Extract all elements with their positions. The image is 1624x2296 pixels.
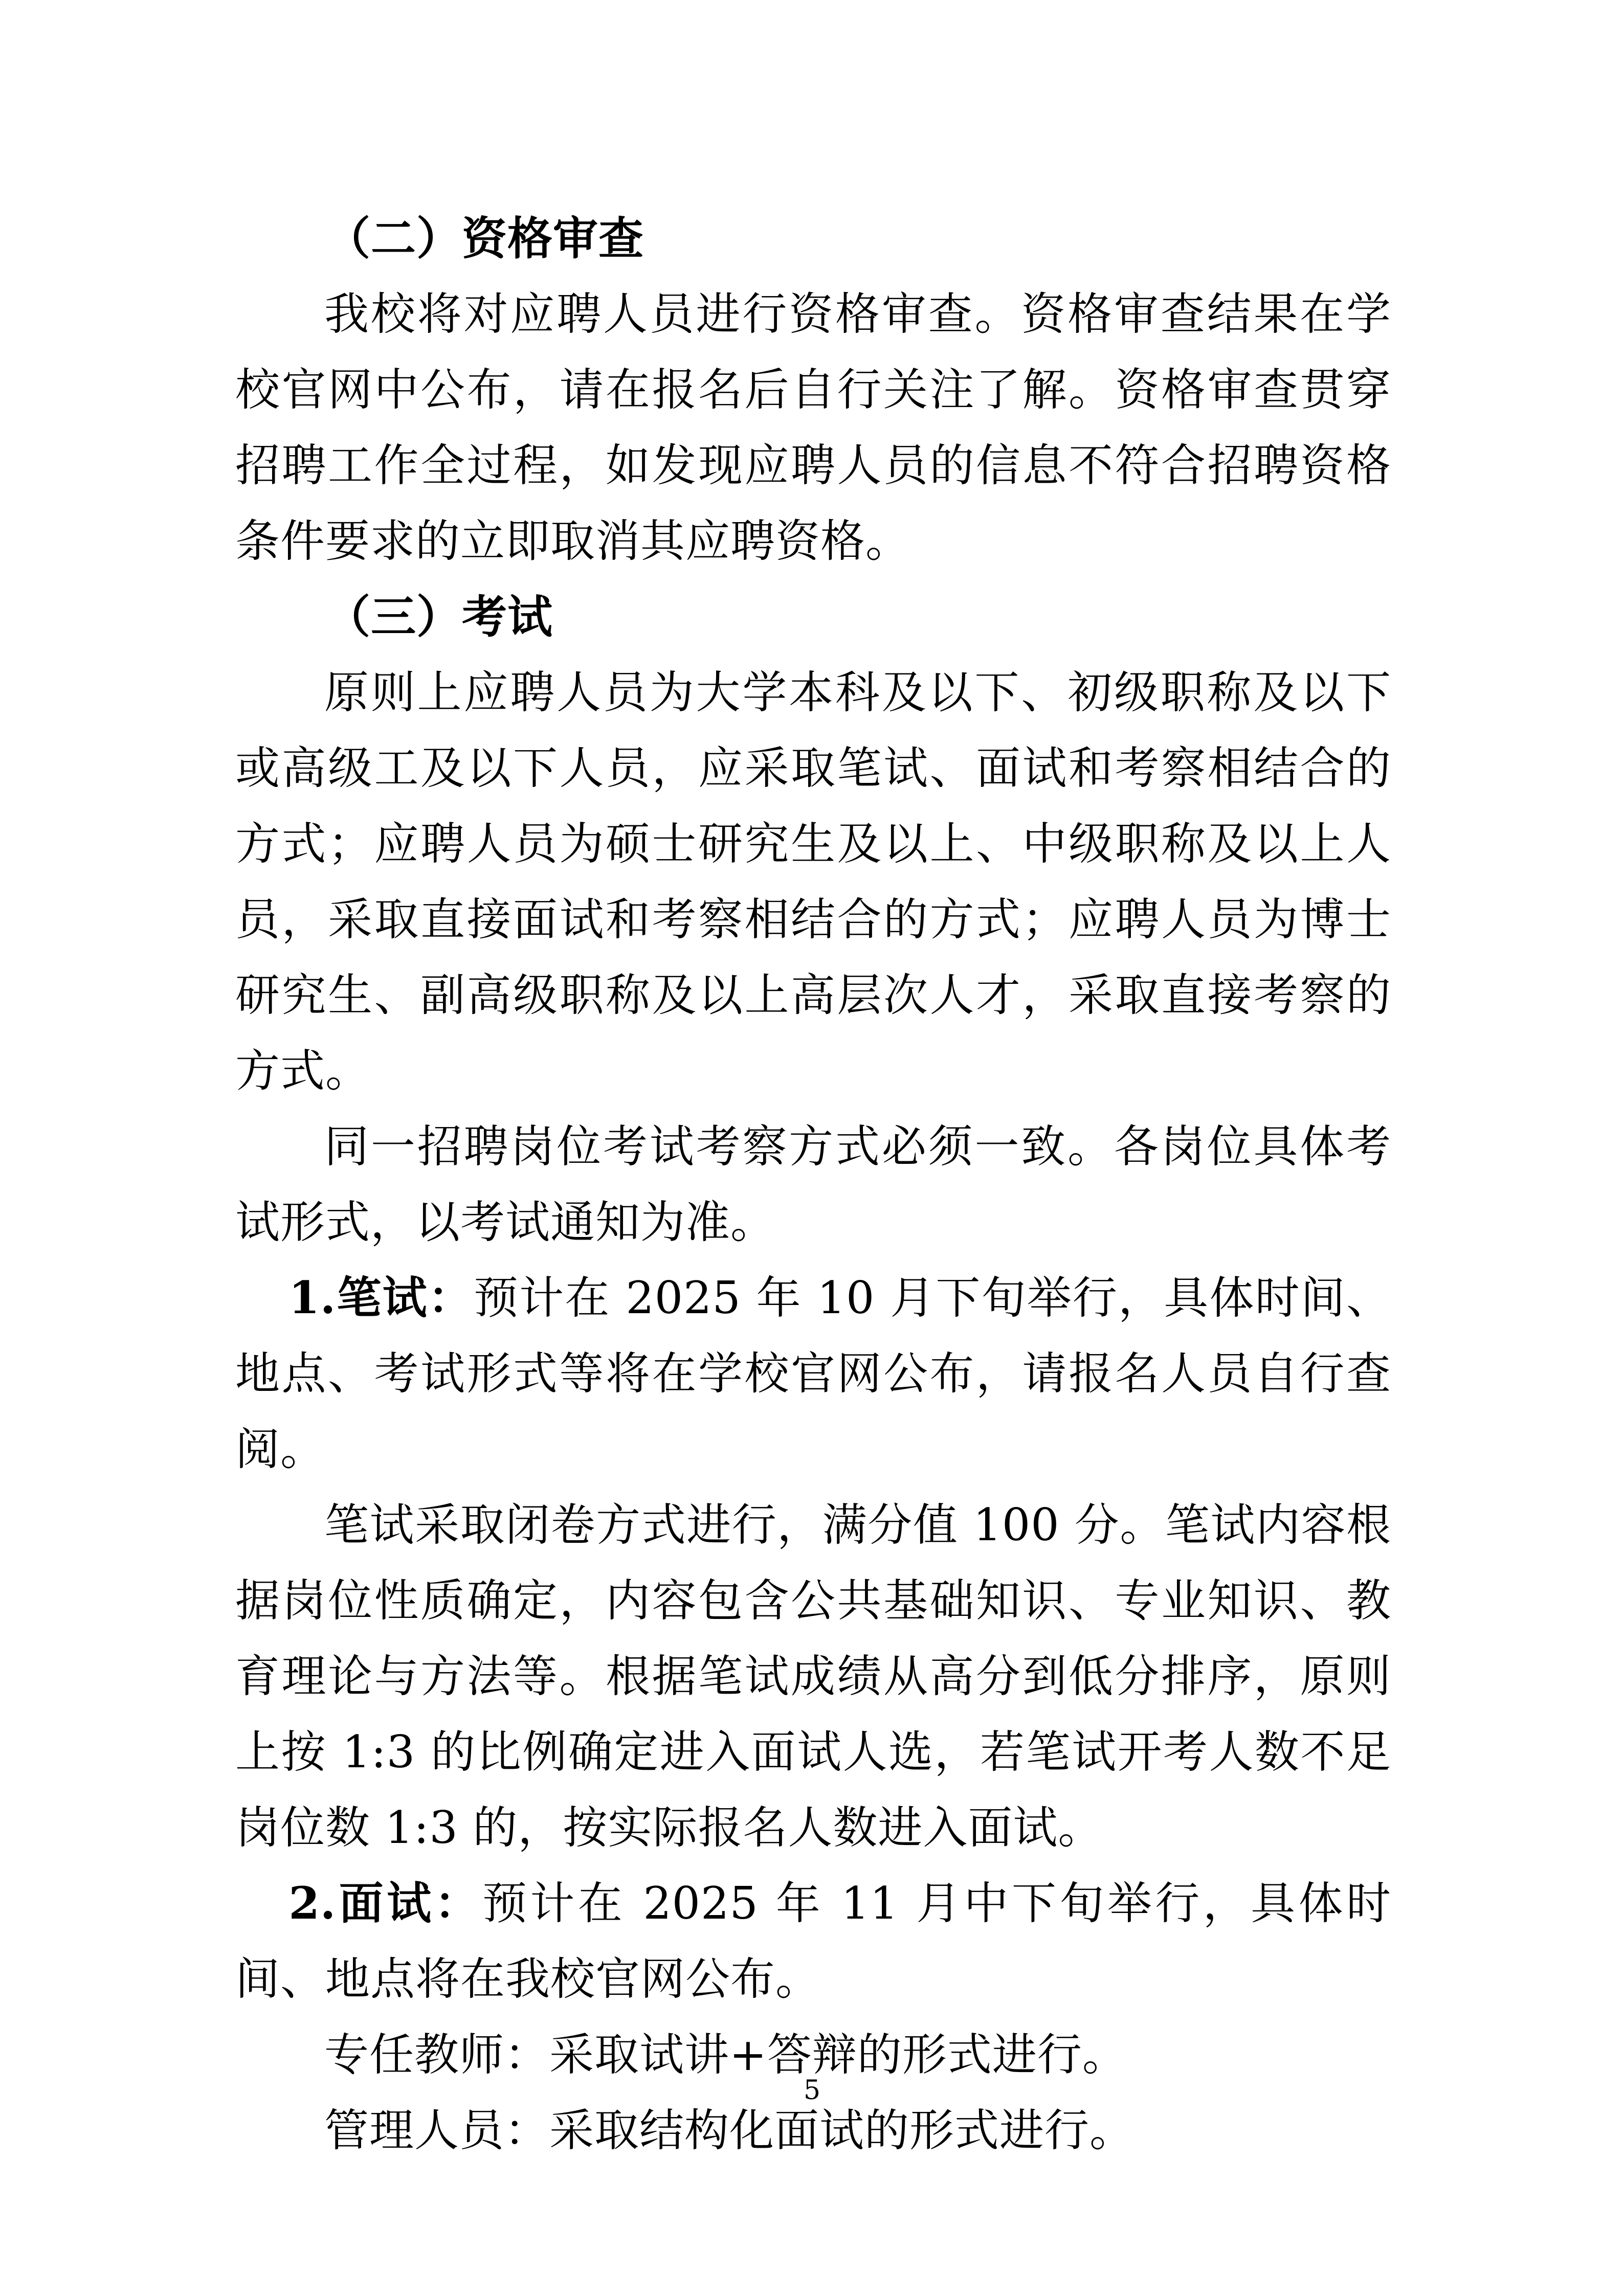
- section-heading-qualification-review: （二）资格审查: [325, 212, 644, 265]
- page-footer: [0, 2075, 1624, 2106]
- document-content: [235, 200, 1391, 2168]
- paragraph-interview: [235, 1865, 1391, 2017]
- paragraph-written-test-detail: 笔试采取闭卷方式进行，满分值 100 分。笔试内容根据岗位性质确定，内容包含公共基础知识、专业知识、教育理论与方法等。根据笔试成绩从高分到低分排序，原则上按 1:3 的比例确定进入面试人选，若笔试开考人数不足岗位数 1:3 的，按实际报名人数进入面试。: [235, 1499, 1391, 1854]
- written-test-text: 预计在 2025 年 10 月下旬举行，具体时间、地点、考试形式等将在学校官网公布，请报名人员自行查阅。: [235, 1272, 1391, 1475]
- paragraph-qualification-review: 我校将对应聘人员进行资格审查。资格审查结果在学校官网中公布，请在报名后自行关注了解。资格审查贯穿招聘工作全过程，如发现应聘人员的信息不符合招聘资格条件要求的立即取消其应聘资格。: [235, 288, 1391, 567]
- written-test-label: 1.笔试：: [288, 1271, 474, 1324]
- interview-label: 2.面试：: [288, 1877, 482, 1929]
- page-number: 5: [803, 2075, 821, 2106]
- paragraph-written-test: [235, 1260, 1391, 1487]
- paragraph-teacher-interview: 专任教师：采取试讲+答辩的形式进行。: [324, 2029, 1127, 2081]
- paragraph-exam-method: 原则上应聘人员为大学本科及以下、初级职称及以下或高级工及以下人员，应采取笔试、面试和考察相结合的方式；应聘人员为硕士研究生及以上、中级职称及以上人员，采取直接面试和考察相结合的方式；应聘人员为博士研究生、副高级职称及以上高层次人才，采取直接考察的方式。: [235, 666, 1391, 1097]
- paragraph-exam-consistency: 同一招聘岗位考试考察方式必须一致。各岗位具体考试形式，以考试通知为准。: [235, 1120, 1391, 1248]
- section-heading-examination: （三）考试: [325, 590, 553, 643]
- interview-text: 预计在 2025 年 11 月中下旬举行，具体时间、地点将在我校官网公布。: [235, 1877, 1391, 2005]
- paragraph-admin-interview: 管理人员：采取结构化面试的形式进行。: [324, 2104, 1134, 2156]
